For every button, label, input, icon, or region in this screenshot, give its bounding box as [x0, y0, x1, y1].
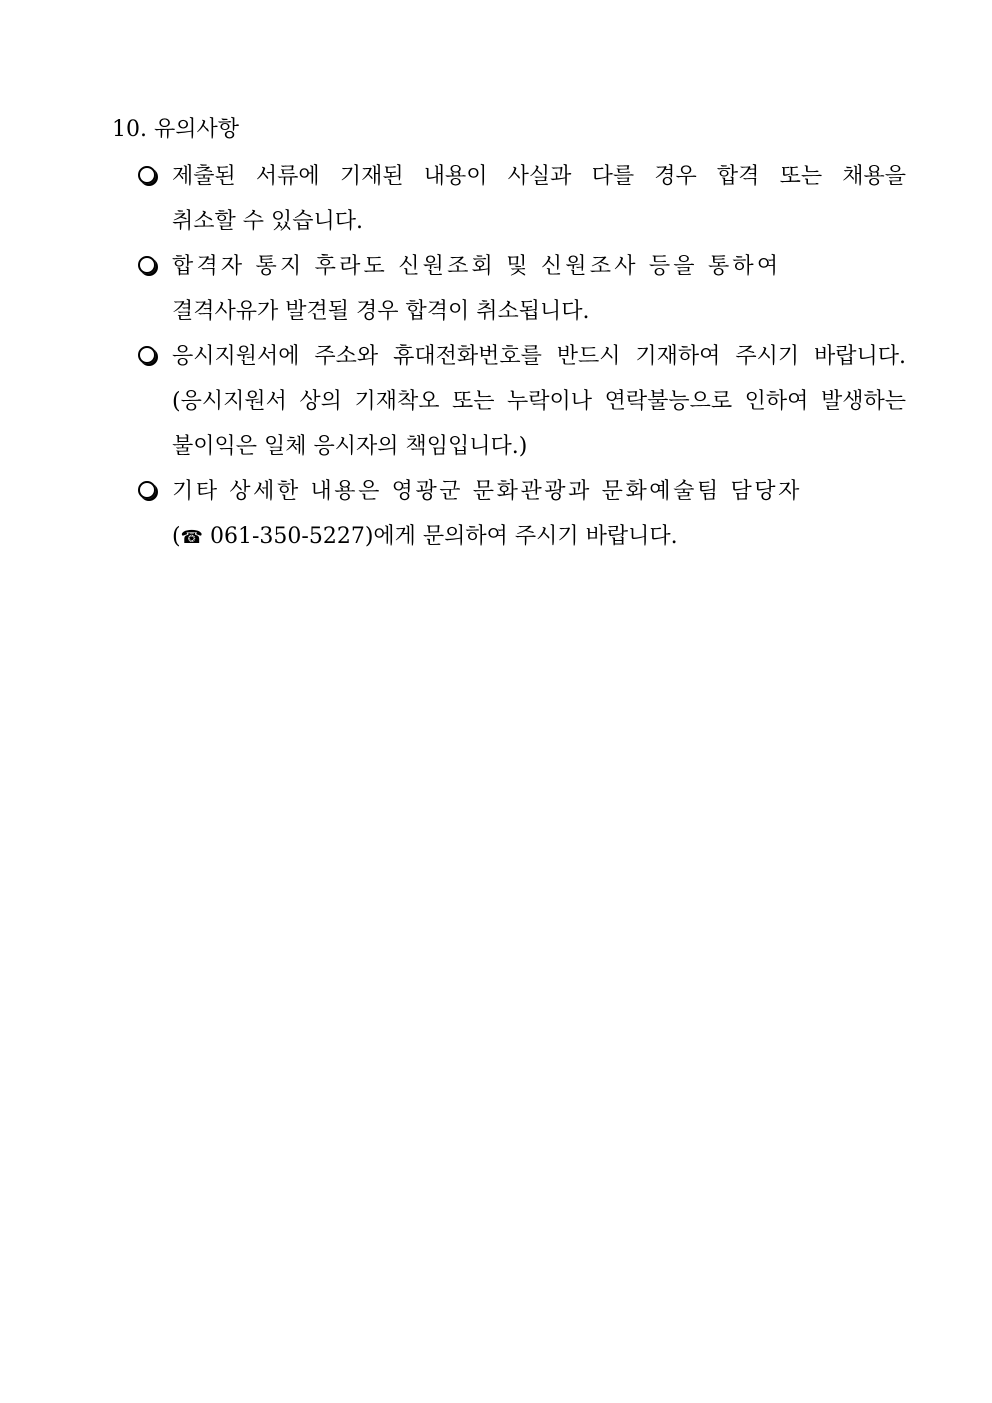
notice-item-background-check — [136, 244, 906, 334]
notice-line: 취소할 수 있습니다. — [172, 209, 363, 234]
notice-line: 제출된 서류에 기재된 내용이 사실과 다를 경우 합격 또는 채용을 — [172, 164, 906, 189]
notice-line: 불이익은 일체 응시자의 책임입니다.) — [172, 434, 528, 459]
notice-line: 기타 상세한 내용은 영광군 문화관광과 문화예술팀 담당자 — [172, 479, 803, 504]
notice-line: 결격사유가 발견될 경우 합격이 취소됩니다. — [172, 299, 590, 324]
contact-line — [172, 514, 906, 560]
hollow-circle-bullet-icon — [138, 346, 156, 364]
notice-item-falsified-documents — [136, 154, 906, 244]
notice-line: (응시지원서 상의 기재착오 또는 누락이나 연락불능으로 인하여 발생하는 — [172, 389, 906, 414]
notice-line: 합격자 통지 후라도 신원조회 및 신원조사 등을 통하여 — [172, 254, 782, 279]
hollow-circle-bullet-icon — [138, 256, 156, 274]
notice-item-contact-info — [136, 334, 906, 469]
contact-phone-text: 061-350-5227)에게 문의하여 주시기 바랍니다. — [203, 524, 678, 549]
section-title: 10. 유의사항 — [112, 117, 239, 142]
notice-line: 응시지원서에 주소와 휴대전화번호를 반드시 기재하여 주시기 바랍니다. — [172, 344, 906, 369]
hollow-circle-bullet-icon — [138, 481, 156, 499]
contact-open-paren: ( — [172, 524, 181, 549]
notice-item-inquiries — [136, 469, 906, 560]
notice-list — [136, 154, 906, 560]
telephone-icon: ☎ — [180, 527, 204, 548]
hollow-circle-bullet-icon — [138, 166, 156, 184]
